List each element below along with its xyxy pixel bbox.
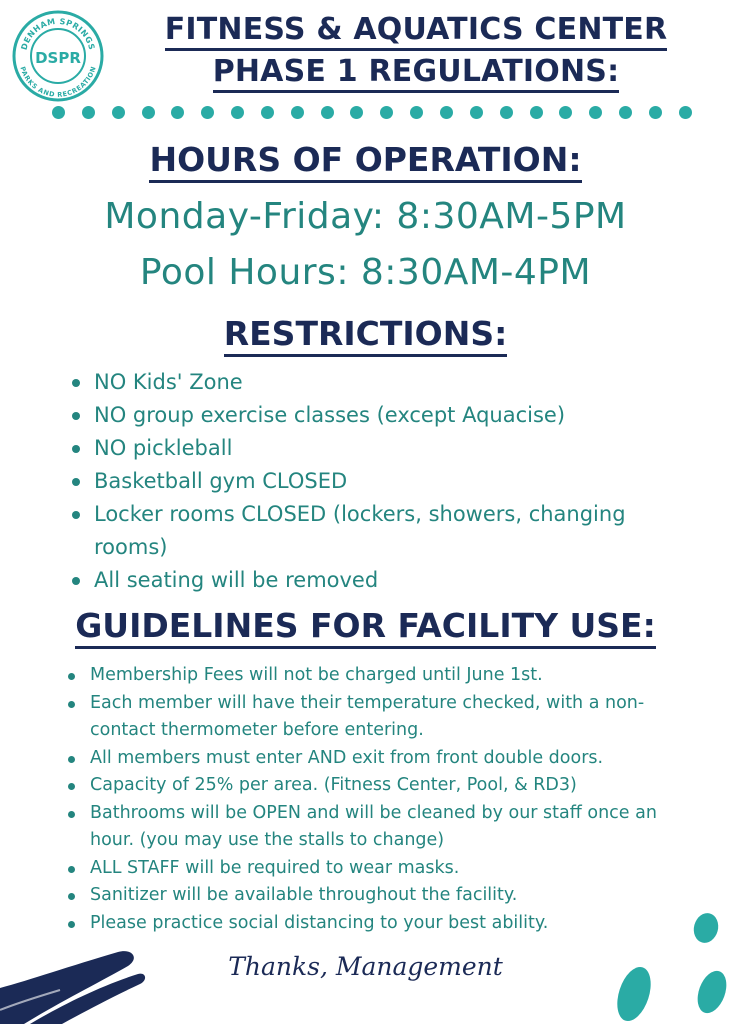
list-item: Locker rooms CLOSED (lockers, showers, changing rooms): [66, 498, 686, 564]
restrictions-list: [66, 366, 686, 597]
logo-ring-bottom-text: PARKS AND RECREATION: [18, 65, 98, 99]
logo-monogram: DSPR: [35, 49, 81, 67]
list-item: All seating will be removed: [66, 564, 686, 597]
guidelines-list: [62, 662, 702, 937]
logo-ring-top-text: DENHAM SPRINGS: [19, 16, 97, 52]
list-item: Each member will have their temperature checked, with a non-contact thermometer before entering.: [62, 690, 702, 745]
denham-springs-logo: [12, 10, 104, 102]
list-item: Bathrooms will be OPEN and will be cleaned by our staff once an hour. (you may use the stalls to change): [62, 800, 702, 855]
list-item: ALL STAFF will be required to wear masks.: [62, 855, 702, 883]
list-item: Basketball gym CLOSED: [66, 465, 686, 498]
list-item: Sanitizer will be available throughout the facility.: [62, 882, 702, 910]
list-item: Membership Fees will not be charged until June 1st.: [62, 662, 702, 690]
title-line-2: PHASE 1 REGULATIONS:: [110, 56, 722, 88]
signature: Thanks, Management: [228, 952, 503, 981]
pool-hours: Pool Hours: 8:30AM-4PM: [139, 252, 592, 293]
hours-heading: HOURS OF OPERATION:: [0, 140, 731, 179]
list-item: NO Kids' Zone: [66, 366, 686, 399]
list-item: Capacity of 25% per area. (Fitness Center, Pool, & RD3): [62, 772, 702, 800]
list-item: NO group exercise classes (except Aquacise): [66, 399, 686, 432]
teal-drops-decoration: [606, 906, 731, 1024]
weekday-hours: Monday-Friday: 8:30AM-5PM: [104, 196, 627, 237]
list-item: Please practice social distancing to your best ability.: [62, 910, 702, 938]
list-item: NO pickleball: [66, 432, 686, 465]
brush-stroke-decoration: [0, 940, 150, 1024]
title-line-1: FITNESS & AQUATICS CENTER: [110, 14, 722, 46]
restrictions-heading: RESTRICTIONS:: [0, 314, 731, 353]
list-item: All members must enter AND exit from front double doors.: [62, 745, 702, 773]
guidelines-heading: GUIDELINES FOR FACILITY USE:: [0, 606, 731, 645]
dotted-divider: [52, 104, 692, 120]
